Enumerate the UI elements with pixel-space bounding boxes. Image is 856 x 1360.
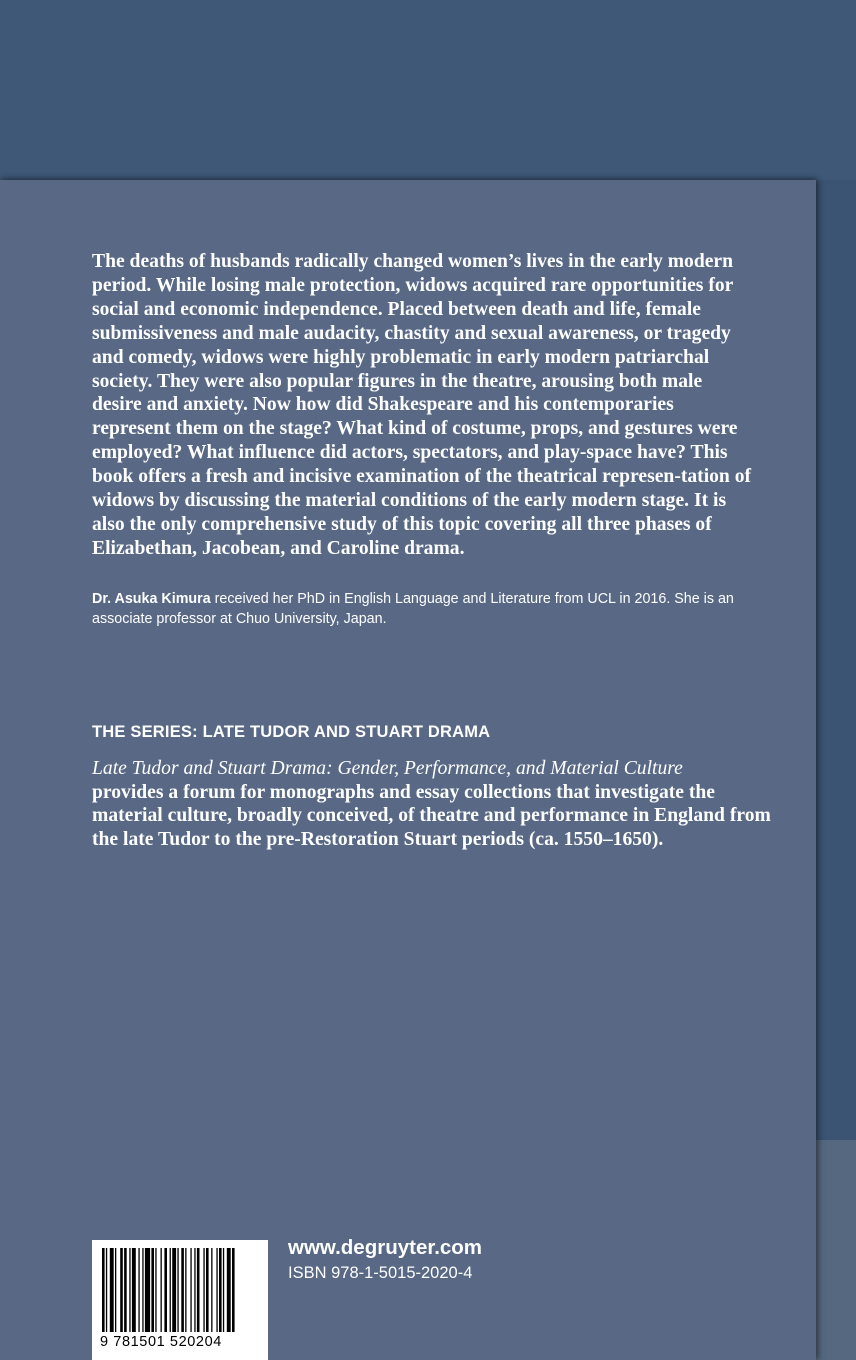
series-heading: THE SERIES: LATE TUDOR AND STUART DRAMA [92, 723, 491, 741]
barcode-bar [155, 1248, 156, 1332]
series-title: Late Tudor and Stuart Drama: Gender, Performance, and Material Culture [92, 758, 683, 779]
author-bio-text: received her PhD in English Language and Literature from UCL in 2016. She is an associate professor at Chuo University, Japan. [92, 591, 734, 627]
barcode-bar [102, 1248, 105, 1332]
barcode-bar [197, 1248, 200, 1332]
barcode-bar [232, 1248, 235, 1332]
barcode-bar [172, 1248, 176, 1332]
barcode-bar [223, 1248, 224, 1332]
author-bio [92, 590, 782, 629]
barcode-bar [151, 1248, 154, 1332]
isbn-number: ISBN 978-1-5015-2020-4 [288, 1264, 473, 1282]
background-top [0, 0, 856, 180]
background-right-strip [816, 180, 856, 1140]
book-blurb: The deaths of husbands radically changed women’s lives in the early modern period. While losing male protection, widows acquired rare opportunities for social and economic independence. Placed between death and life, female submissiveness and male audacity, chastity and sexual awareness, or tragedy and comedy, widows were highly problematic in early modern patriarchal society. They were also popular figures in the theatre, arousing both male desire and anxiety. Now how did Shakespeare and his contemporaries represent them on the stage? What kind of costume, props, and gestures were employed? What influence did actors, spectators, and play-space have? This book offers a fresh and incisive examination of the theatrical represen-tation of widows by discussing the material conditions of the early modern stage. It is also the only comprehensive study of this topic covering all three phases of Elizabethan, Jacobean, and Caroline drama. [92, 251, 752, 559]
barcode-bar [170, 1248, 171, 1332]
barcode-bar [145, 1248, 150, 1332]
barcode-bar [203, 1248, 204, 1332]
barcode-bar [129, 1248, 130, 1332]
barcode-bar [185, 1248, 186, 1332]
isbn-barcode [92, 1240, 268, 1360]
barcode-bar [115, 1248, 116, 1332]
author-name: Dr. Asuka Kimura [92, 591, 211, 607]
barcode-bar [194, 1248, 195, 1332]
background-right-lower [816, 1140, 856, 1360]
barcode-bar [181, 1248, 184, 1332]
barcode-bar [110, 1248, 114, 1332]
series-description: provides a forum for monographs and essay collections that investigate the material culture, broadly conceived, of theatre and performance in England from the late Tudor to the pre-Restoration Stuart periods (ca. 1550–1650). [92, 781, 771, 850]
barcode-bar [106, 1248, 107, 1332]
barcode-bar [219, 1248, 222, 1332]
barcode-bar [216, 1248, 217, 1332]
publisher-website[interactable]: www.degruyter.com [288, 1236, 483, 1259]
barcode-digits: 9 781501 520204 [100, 1334, 222, 1350]
barcode-bar [211, 1248, 212, 1332]
series-description-block [92, 757, 772, 851]
barcode-bar [161, 1248, 162, 1332]
barcode-bar [227, 1248, 231, 1332]
barcode-bar [124, 1248, 127, 1332]
barcode-bar [120, 1248, 123, 1332]
barcode-bar [164, 1248, 167, 1332]
barcode-bar [132, 1248, 136, 1332]
barcode-bar [206, 1248, 209, 1332]
barcode-bar [177, 1248, 178, 1332]
barcode-bar [138, 1248, 139, 1332]
barcode-bar [142, 1248, 143, 1332]
barcode-bar [190, 1248, 191, 1332]
